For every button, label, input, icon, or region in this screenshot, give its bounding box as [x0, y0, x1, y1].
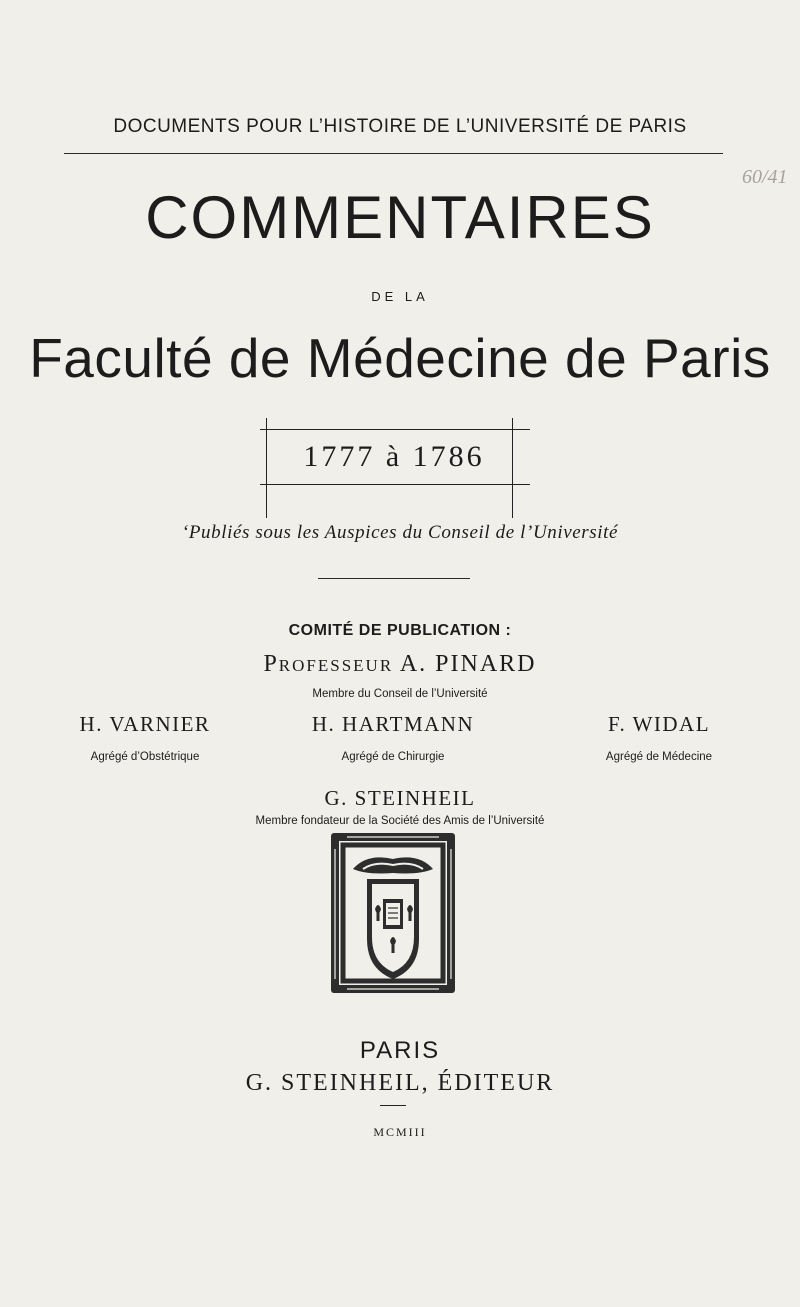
- subtitle: Faculté de Médecine de Paris: [29, 327, 771, 389]
- imprint-year: MCMIII: [373, 1125, 427, 1139]
- imprint-rule: [380, 1105, 406, 1106]
- member-role: Agrégé de Médecine: [605, 751, 713, 763]
- university-arms-emblem: [327, 829, 459, 1005]
- de-la: DE LA: [371, 289, 429, 304]
- imprint-publisher: G. STEINHEIL, ÉDITEUR: [245, 1070, 555, 1096]
- date-frame: [254, 396, 534, 512]
- main-title: COMMENTAIRES: [145, 184, 655, 251]
- member-name: F. WIDAL: [607, 712, 711, 736]
- published-under: ‘Publiés sous les Auspices du Conseil de l’Université: [181, 522, 619, 543]
- founder-role: Membre fondateur de la Société des Amis de l’Université: [255, 815, 545, 827]
- chair-role: Membre du Conseil de l’Université: [312, 688, 488, 700]
- committee-heading: COMITÉ DE PUBLICATION :: [288, 622, 512, 639]
- date-range: 1777 à 1786: [303, 440, 485, 473]
- divider-rule: [318, 578, 470, 579]
- imprint-city: PARIS: [359, 1037, 441, 1064]
- chair-name: Professeur A. PINARD: [263, 651, 537, 677]
- member-name: H. VARNIER: [79, 712, 211, 736]
- member-name: H. HARTMANN: [311, 712, 475, 736]
- header-rule: [64, 153, 723, 154]
- series-title: DOCUMENTS POUR L’HISTOIRE DE L’UNIVERSITÉ DE PARIS: [113, 116, 687, 137]
- member-role: Agrégé de Chirurgie: [341, 751, 445, 763]
- founder-name: G. STEINHEIL: [324, 786, 476, 810]
- member-role: Agrégé d’Obstétrique: [90, 751, 200, 763]
- margin-note: 60/41: [742, 166, 788, 188]
